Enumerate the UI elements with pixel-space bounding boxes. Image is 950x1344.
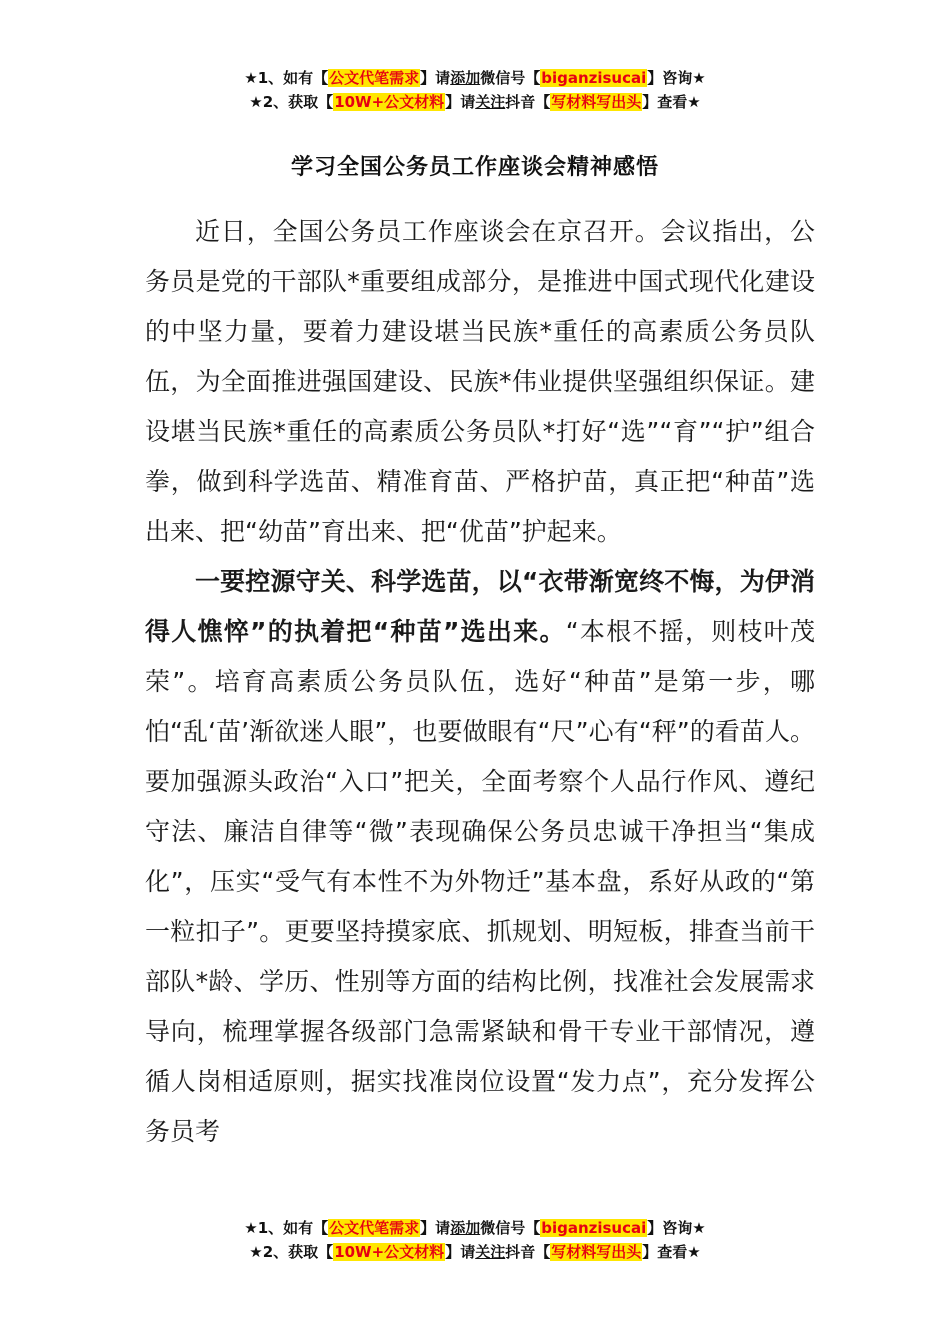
banner-text: 微信号【	[480, 69, 541, 87]
underlined-text: 添加	[450, 69, 481, 87]
highlight-text: 10W+公文材料	[334, 93, 445, 111]
banner-text: 抖音【	[505, 93, 551, 111]
banner-text: ★2、获取【	[249, 1243, 334, 1261]
banner-line-2	[0, 90, 950, 114]
highlight-text: 写材料写出头	[551, 1243, 642, 1261]
underlined-text: 关注	[475, 93, 506, 111]
banner-text: 】查看★	[642, 93, 701, 111]
footer-banner	[0, 1216, 950, 1264]
banner-text: 】查看★	[642, 1243, 701, 1261]
highlight-text: 公文代笔需求	[329, 69, 420, 87]
banner-text: 】请	[445, 93, 476, 111]
highlight-text: 公文代笔需求	[329, 1219, 420, 1237]
banner-text: ★1、如有【	[244, 69, 329, 87]
paragraph-1: 近日，全国公务员工作座谈会在京召开。会议指出，公务员是党的干部队*重要组成部分，是推进中国式现代化建设的中坚力量，要着力建设堪当民族*重任的高素质公务员队伍，为全面推进强国建设、民族*伟业提供坚强组织保证。建设堪当民族*重任的高素质公务员队*打好“选”“育”“护”组合拳，做到科学选苗、精准育苗、严格护苗，真正把“种苗”选出来、把“幼苗”育出来、把“优苗”护起来。	[145, 217, 815, 546]
banner-text: 】请	[445, 1243, 476, 1261]
header-banner	[0, 66, 950, 114]
underlined-text: 添加	[450, 1219, 481, 1237]
banner-line-1	[0, 66, 950, 90]
paragraph-2-body: “本根不摇，则枝叶茂荣”。培育高素质公务员队伍，选好“种苗”是第一步，哪怕“乱‘苗’渐欲迷人眼”，也要做眼有“尺”心有“秤”的看苗人。要加强源头政治“入口”把关，全面考察个人品行作风、遵纪守法、廉洁自律等“微”表现确保公务员忠诚干净担当“集成化”，压实“受气有本性不为外物迁”基本盘，系好从政的“第一粒扣子”。更要坚持摸家底、抓规划、明短板，排查当前干部队*龄、学历、性别等方面的结构比例，找准社会发展需求导向，梳理掌握各级部门急需紧缺和骨干专业干部情况，遵循人岗相适原则，据实找准岗位设置“发力点”，充分发挥公务员考	[145, 617, 816, 1146]
banner-line-1	[0, 1216, 950, 1240]
highlight-text: 写材料写出头	[551, 93, 642, 111]
banner-text: 】请	[420, 69, 451, 87]
banner-text: 】咨询★	[647, 1219, 706, 1237]
banner-text: 微信号【	[480, 1219, 541, 1237]
highlight-text: biganzisucai	[541, 1219, 647, 1237]
paragraph-2	[145, 557, 815, 1157]
banner-text: ★1、如有【	[244, 1219, 329, 1237]
banner-text: 】请	[420, 1219, 451, 1237]
underlined-text: 关注	[475, 1243, 506, 1261]
banner-text: 】咨询★	[647, 69, 706, 87]
banner-text: 抖音【	[505, 1243, 551, 1261]
highlight-text: biganzisucai	[541, 69, 647, 87]
highlight-text: 10W+公文材料	[334, 1243, 445, 1261]
paragraph-2-heading: 一要控源守关、科学选苗，以“衣带渐宽终不悔，为伊消得人憔悴”的执着把“种苗”选出来。	[145, 567, 815, 646]
banner-text: ★2、获取【	[249, 93, 334, 111]
document-title: 学习全国公务员工作座谈会精神感悟	[290, 155, 659, 180]
document-body	[145, 207, 815, 1157]
banner-line-2	[0, 1240, 950, 1264]
